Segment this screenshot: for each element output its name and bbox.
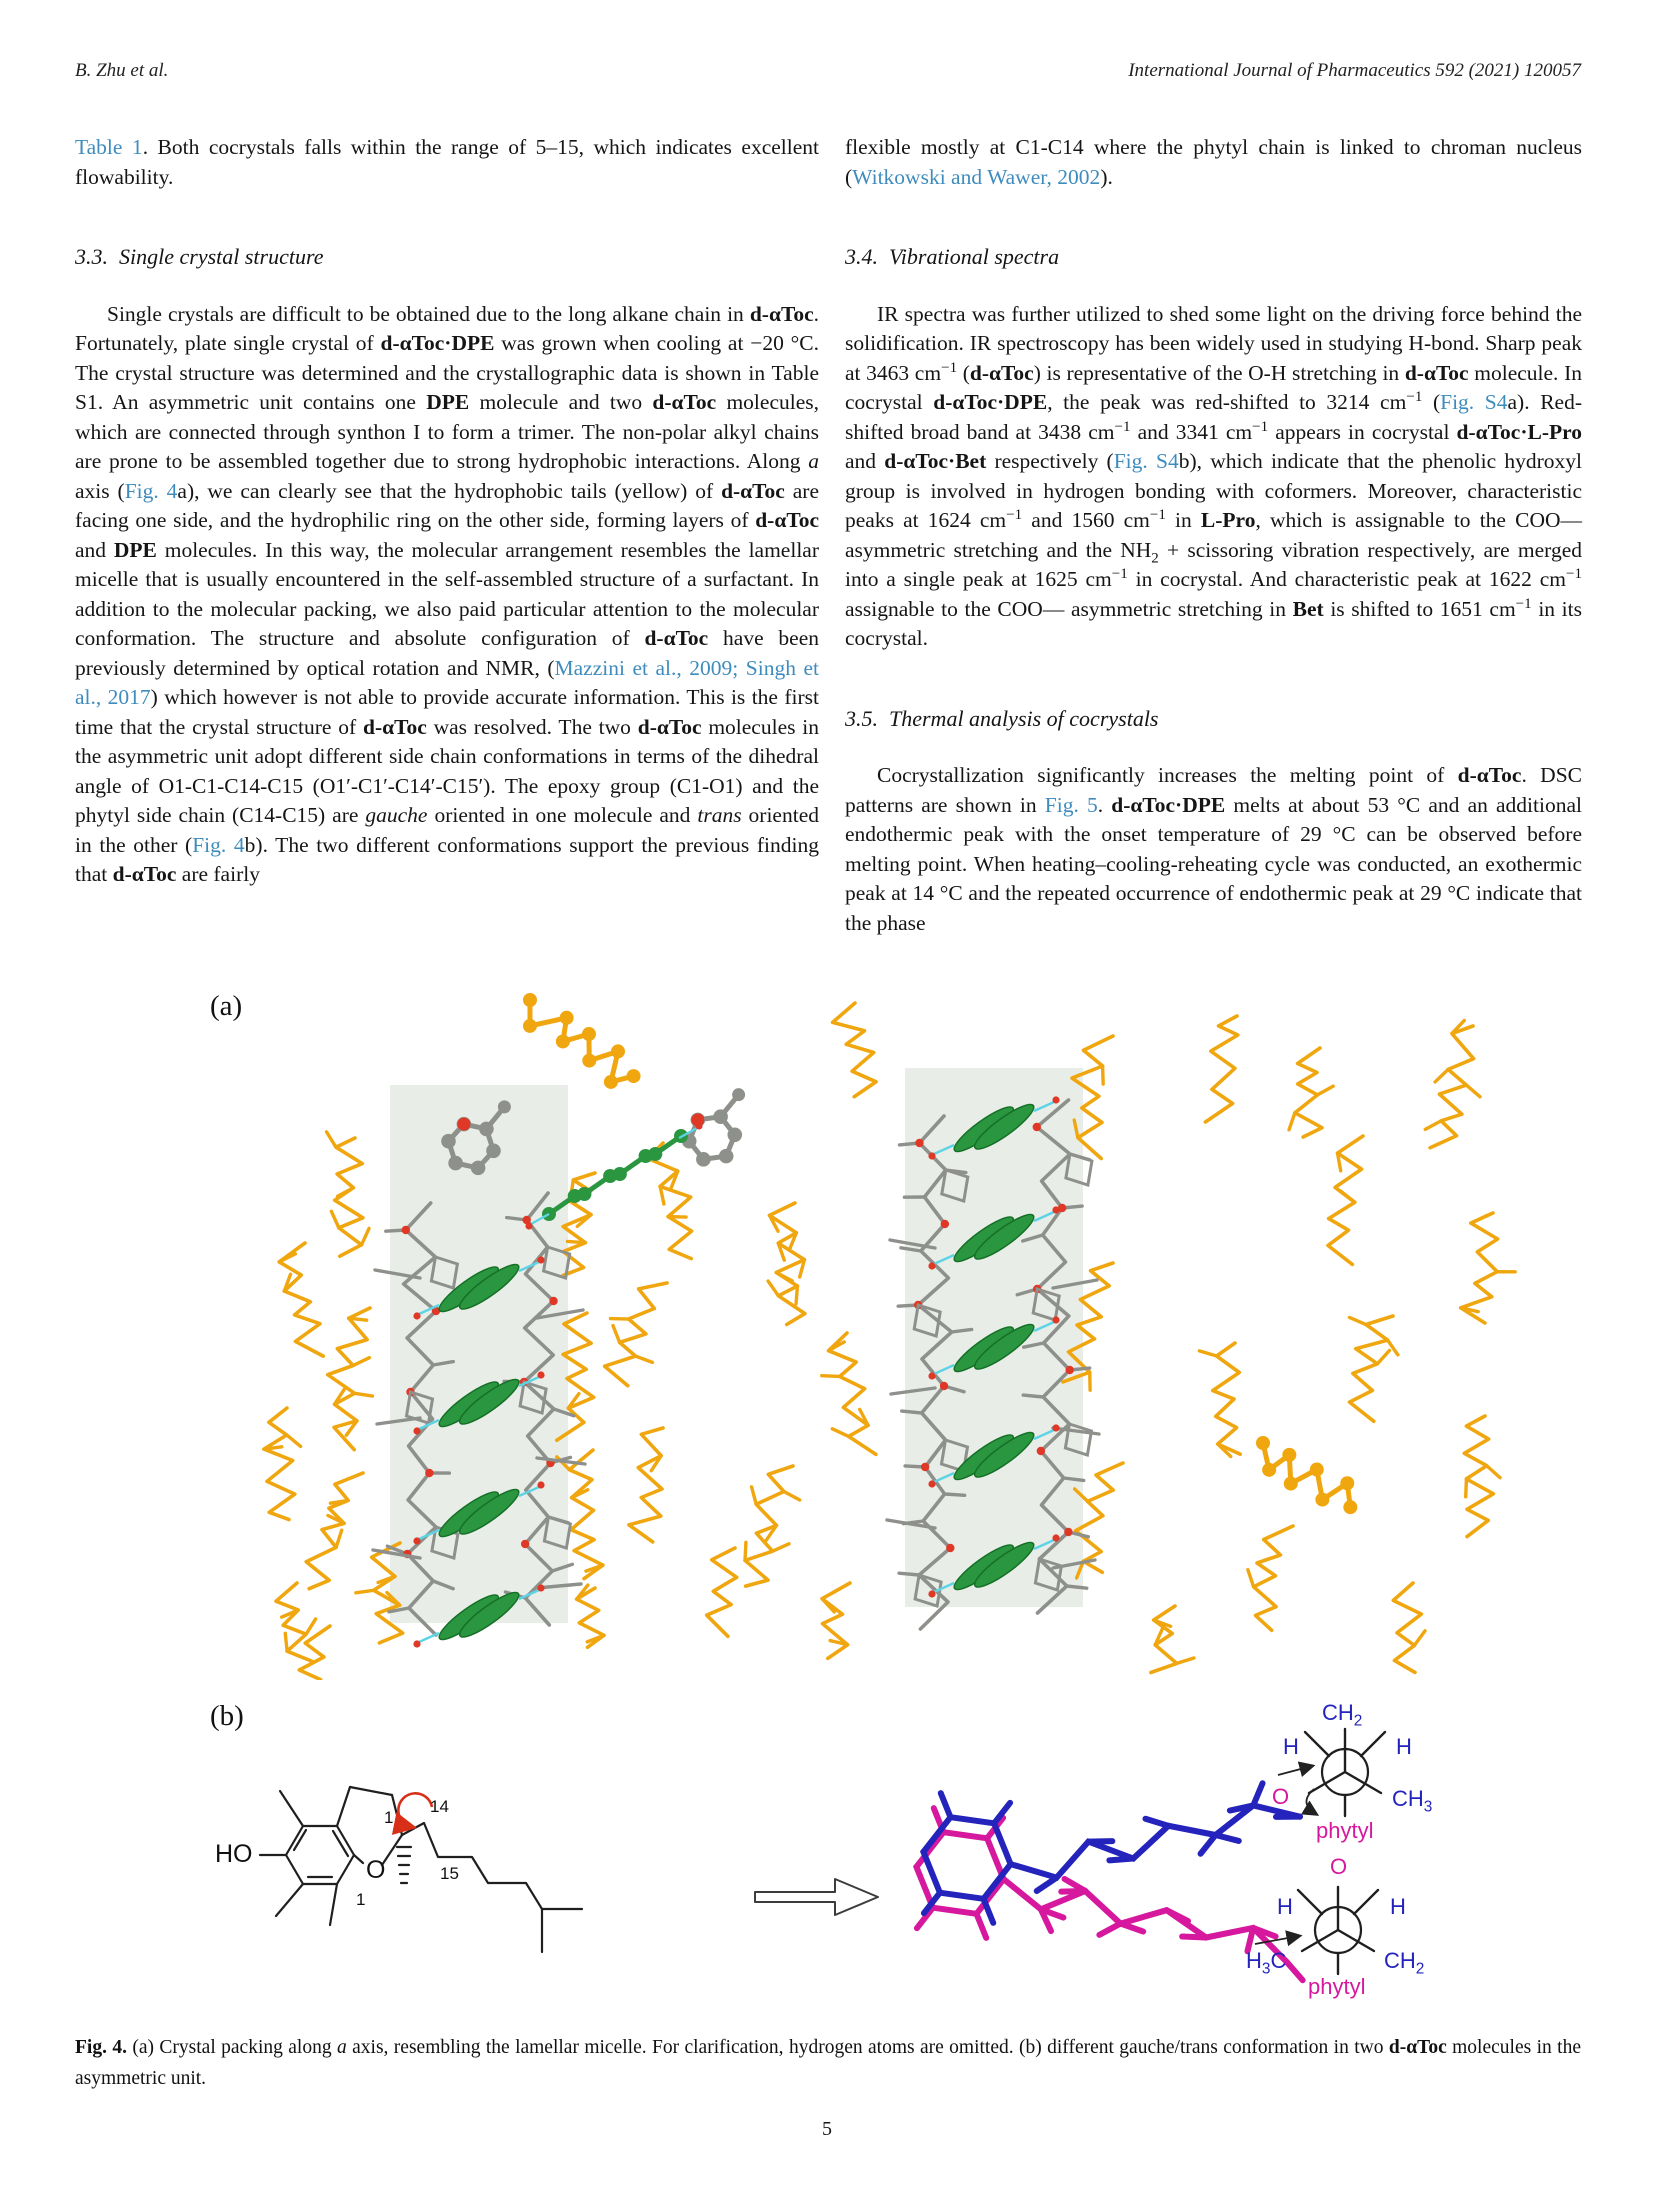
trans-h-right-label: H — [1390, 1894, 1406, 1919]
ir-spectra-paragraph: IR spectra was further utilized to shed some light on the driving force behind the solidification. IR spectroscopy has been widely used in studying H-bond. Sharp peak at 3463 $cm^{-1}$ (d-αToc) is representative of the O-H stretching in d-αToc molecule. In cocrystal d-αToc·DPE, the peak was red-shifted to 3214 $cm^{-1}$ (Fig. S4a). Red-shifted broad band at 3438 $cm^{-1}$ and 3341 $cm^{-1}$ appears in cocrystal d-αToc·L-Pro and d-αToc·Bet respectively (Fig. S4b), which indicate that the phenolic hydroxyl group is involved in hydrogen bonding with coformers. Moreover, characteristic peaks at 1624 $cm^{-1}$ and 1560 $cm^{-1}$ in L-Pro, which is assignable to the COO— asymmetric stretching and the $NH_2$ + scissoring vibration respectively, are merged into a single peak at 1625 $cm^{-1}$ in cocrystal. And characteristic peak at 1622 $cm^{-1}$ assignable to the COO— asymmetric stretching in Bet is shifted to 1651 $cm^{-1}$ in its cocrystal. — [845, 301, 1583, 650]
section-3-4-heading: 3.4. Vibrational spectra — [845, 244, 1060, 269]
conformer-overlay — [916, 1783, 1302, 1980]
newman-gauche-diagram — [1305, 1729, 1385, 1816]
c14-number-label: 14 — [430, 1797, 449, 1816]
pointer-to-gauche — [1278, 1766, 1312, 1775]
gauche-phytyl-label: phytyl — [1316, 1818, 1374, 1843]
implies-arrow — [755, 1879, 878, 1915]
section-3-3-heading: 3.3. Single crystal structure — [75, 244, 324, 269]
running-head — [75, 60, 1581, 82]
gauche-h-right-label: H — [1396, 1734, 1412, 1759]
gauche-h-left-label: H — [1283, 1734, 1299, 1759]
flowability-paragraph: Table 1. Both cocrystals falls within the range of 5–15, which indicates excellent flowability. — [75, 135, 819, 189]
gauche-o-label: O — [1272, 1784, 1290, 1809]
section-3-5-heading: 3.5. Thermal analysis of cocrystals — [845, 705, 1159, 731]
citation-link[interactable]: Table 1 — [75, 135, 143, 159]
citation-link[interactable]: Fig. 4 — [124, 478, 178, 503]
single-crystal-paragraph: Single crystals are difficult to be obtained due to the long alkane chain in d-αToc. Fortunately, plate single crystal of d-αToc·DPE was grown when cooling at −20 °C. The crystal structure was determined and the crystallographic data is shown in Table S1. An asymmetric unit contains one DPE molecule and two d-αToc molecules, which are connected through synthon I to form a trimer. The non-polar alkyl chains are prone to be assembled together due to strong hydrophobic interactions. Along a axis (Fig. 4a), we can clearly see that the hydrophobic tails (yellow) of d-αToc are facing one side, and the hydrophilic ring on the other side, forming layers of d-αToc and DPE molecules. In this way, the molecular arrangement resembles the lamellar micelle that is usually encountered in the self-assembled structure of a surfactant. In addition to the molecular packing, we also paid particular attention to the molecular conformation. The structure and absolute configuration of d-αToc have been previously determined by optical rotation and NMR, (Mazzini et al., 2009; Singh et al., 2017) which however is not able to provide accurate information. This is the first time that the crystal structure of d-αToc was resolved. The two d-αToc molecules in the asymmetric unit adopt different side chain conformations in terms of the dihedral angle of O1-C1-C14-C15 (O1′-C1′-C14′-C15′). The epoxy group (C1-O1) and the phytyl side chain (C14-C15) are gauche oriented in one molecule and trans oriented in the other (Fig. 4b). The two different conformations support the previous finding that d-αToc are fairly — [75, 301, 820, 886]
trans-phytyl-label: phytyl — [1308, 1974, 1366, 1999]
left-column — [75, 133, 819, 890]
citation-link[interactable]: Fig. S4 — [1113, 449, 1179, 473]
newman-trans-diagram — [1298, 1887, 1378, 1974]
hashed-wedge-bond — [397, 1847, 411, 1883]
o1-number-label: 1 — [356, 1890, 366, 1909]
citation-link[interactable]: Fig. 5 — [1044, 792, 1098, 817]
gauche-conformer — [923, 1783, 1300, 1923]
trans-ch2-label: $CH_2$ — [1384, 1948, 1425, 1978]
citation-link[interactable]: Fig. 4 — [192, 832, 245, 857]
citation-link[interactable]: Fig. S4 — [1440, 390, 1508, 414]
right-column — [845, 133, 1582, 938]
running-authors: B. Zhu et al. — [75, 60, 169, 81]
gauche-ch2-label: $CH_2$ — [1322, 1700, 1363, 1730]
figure-4-caption: Fig. 4. (a) Crystal packing along a axis, resembling the lamellar micelle. For clarification, hydrogen atoms are omitted. (b) different gauche/trans conformation in two d-αToc molecules in the asymmetric unit. — [75, 2037, 1581, 2089]
thermal-analysis-paragraph: Cocrystallization significantly increases the melting point of d-αToc. DSC patterns are shown in Fig. 5. d-αToc·DPE melts at about 53 °C and an additional endothermic peak with the onset temperature of 29 °C can be observed before melting point. When heating–cooling-reheating cycle was conducted, an exothermic peak at 14 °C and the repeated occurrence of endothermic peak at 29 °C indicate that the phase — [845, 763, 1582, 935]
crystal-packing-figure — [235, 988, 1520, 1680]
c1-number-label: 1 — [384, 1808, 394, 1827]
trans-h-left-label: H — [1277, 1894, 1293, 1919]
chroman-skeletal-structure — [260, 1787, 582, 1952]
chroman-paragraph: flexible mostly at C1-C14 where the phytyl chain is linked to chroman nucleus (Witkowski and Wawer, 2002). — [845, 135, 1582, 189]
trans-h3c-label: $H_3C$ — [1246, 1948, 1287, 1978]
c15-number-label: 15 — [440, 1864, 459, 1883]
page-number: 5 — [822, 2118, 832, 2140]
trans-o-label: O — [1330, 1854, 1348, 1879]
hydroxyl-label: HO — [215, 1840, 253, 1868]
running-journal: International Journal of Pharmaceutics 592 (2021) 120057 — [1128, 60, 1581, 81]
ring-oxygen-label: O — [366, 1856, 386, 1884]
trans-conformer — [916, 1808, 1302, 1980]
gauche-ch3-label: $CH_3$ — [1392, 1786, 1433, 1816]
citation-link[interactable]: Mazzini et al., 2009; Singh et al., 2017 — [75, 655, 819, 709]
figure-4a-label: (a) — [210, 990, 243, 1022]
citation-link[interactable]: Witkowski and Wawer, 2002 — [852, 164, 1101, 189]
rotation-arrow — [398, 1793, 432, 1827]
figure-4b-label: (b) — [210, 1700, 244, 1732]
